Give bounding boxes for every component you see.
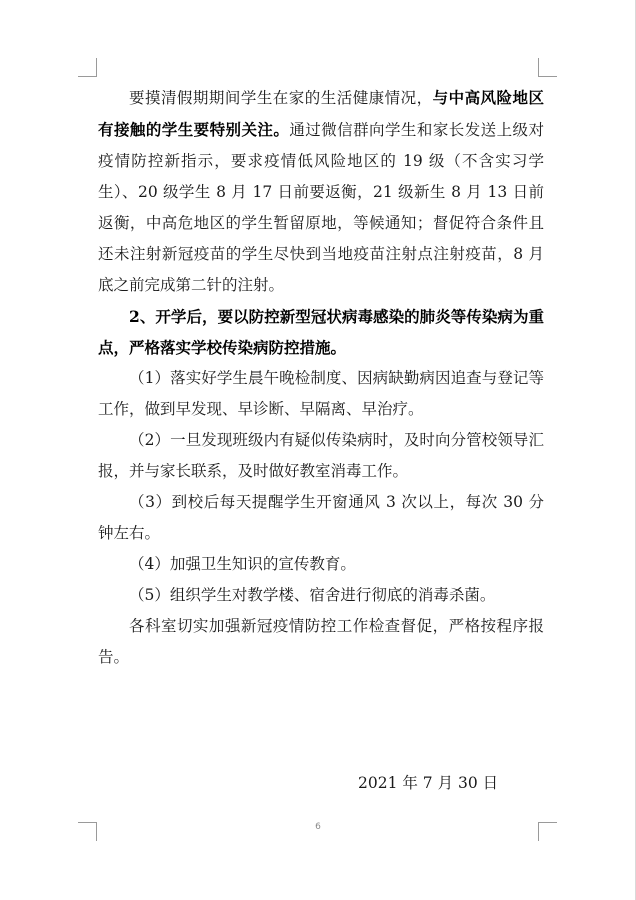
- list-item-5: （5）组织学生对教学楼、宿舍进行彻底的消毒杀菌。: [129, 586, 496, 604]
- paragraph-health-monitoring: [98, 82, 544, 301]
- section-heading: 2、开学后，要以防控新型冠状病毒感染的肺炎等传染病为重点，严格落实学校传染病防控措施。: [98, 307, 544, 357]
- paragraph-text: 要摸清假期期间学生在家的生活健康情况，: [129, 89, 433, 107]
- closing-paragraph: 各科室切实加强新冠疫情防控工作检查督促，严格按程序报告。: [98, 617, 544, 666]
- list-item-2: （2）一旦发现班级内有疑似传染病时，及时向分管校领导汇报，并与家长联系，及时做好教室消毒工作。: [98, 431, 544, 480]
- crop-mark-top-right: [538, 58, 557, 77]
- paragraph-text: 通过微信群向学生和家长发送上级对疫情防控新指示，要求疫情低风险地区的 19 级（不含实习学生）、20 级学生 8 月 17 日前要返衡，21 级新生 8 月 13 日前返衡，中高危地区的学生暂留原地，等候通知；督促符合条件且还未注射新冠疫苗的学生尽快到当地疫苗注射点注射疫苗，8 月底之前完成第二针的注射。: [98, 121, 544, 294]
- list-item-3: （3）到校后每天提醒学生开窗通风 3 次以上，每次 30 分钟左右。: [98, 493, 544, 542]
- crop-mark-top-left: [78, 58, 97, 77]
- list-item-4: （4）加强卫生知识的宣传教育。: [129, 555, 356, 573]
- emphasis-text: 与中高风险地区有接触的学生要特别关注。: [98, 88, 544, 139]
- list-item-1: （1）落实好学生晨午晚检制度、因病缺勤病因追查与登记等工作，做到早发现、早诊断、早隔离、早治疗。: [98, 369, 544, 418]
- page-number: 6: [315, 822, 321, 832]
- document-date: 2021 年 7 月 30 日: [358, 774, 499, 792]
- document-body: [98, 82, 544, 673]
